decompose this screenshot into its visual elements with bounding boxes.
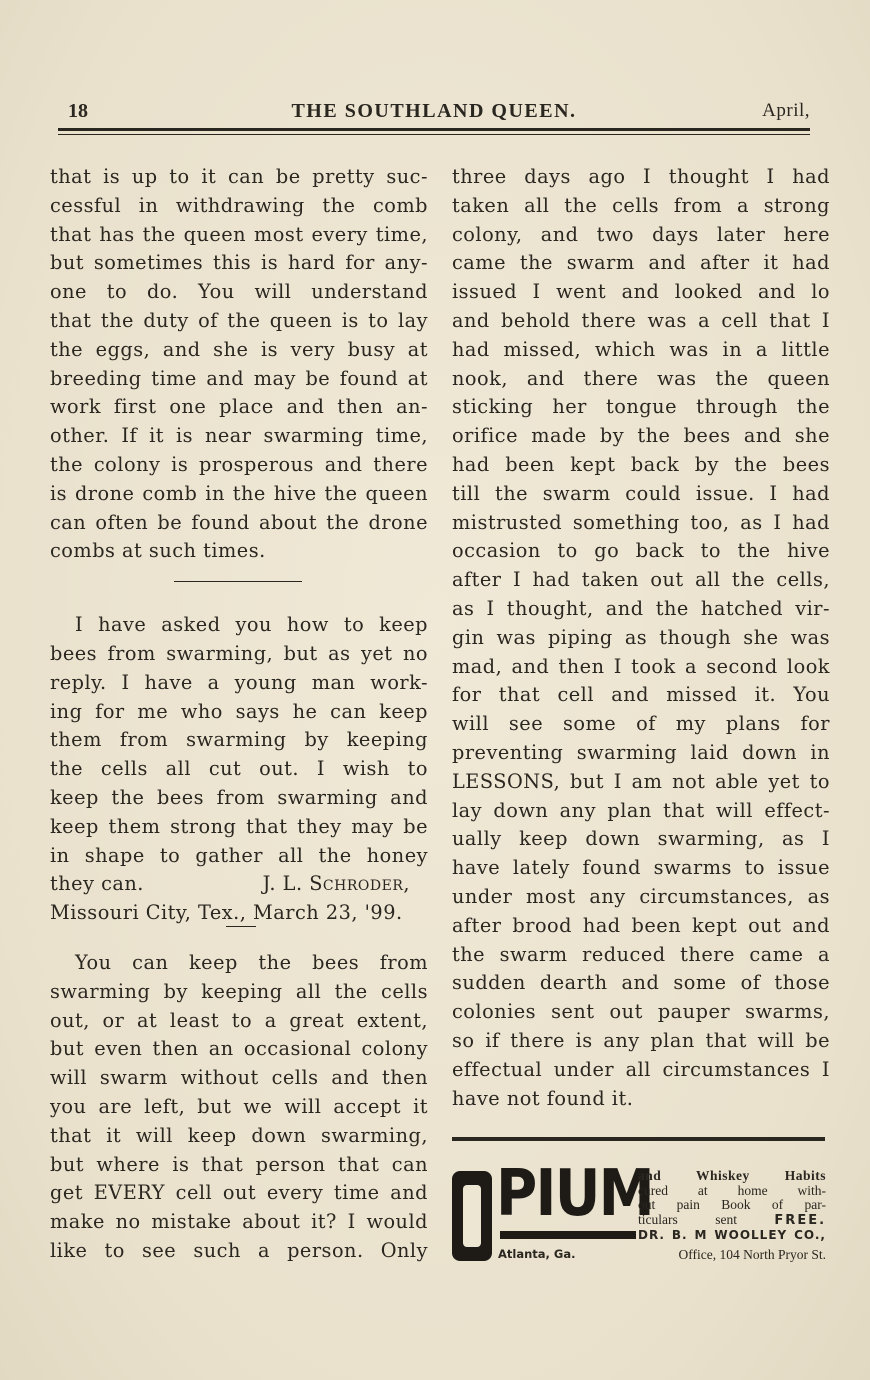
text-line: so if there is any plan that will be (452, 1028, 830, 1052)
journal-title: THE SOUTHLAND QUEEN. (291, 100, 577, 122)
text-line: mistrusted something too, as I had (452, 510, 830, 534)
text-line: lay down any plan that will effect- (452, 798, 830, 822)
ad-line: and Whiskey Habits (638, 1168, 826, 1183)
text-line: work first one place and then an- (50, 395, 428, 419)
signature-line (50, 870, 428, 899)
page-number: 18 (68, 100, 88, 122)
text-line: reply. I have a young man work- (50, 670, 428, 694)
text-line: till the swarm could issue. I had (452, 481, 830, 505)
separator-space (50, 566, 428, 611)
paragraph-3 (50, 949, 428, 1266)
text-line: for that cell and missed it. You (452, 683, 830, 707)
text-line: came the swarm and after it had (452, 251, 830, 275)
opium-advertisement (452, 1157, 827, 1265)
text-line: have lately found swarms to issue (452, 856, 830, 880)
section-divider (174, 581, 302, 582)
header-rule-thick (58, 128, 810, 131)
text-line: gin was piping as though she was (452, 625, 830, 649)
ad-copy (638, 1169, 826, 1243)
text-line: the eggs, and she is very busy at (50, 337, 428, 361)
text-line: get EVERY cell out every time and (50, 1181, 428, 1205)
text-line: after I had taken out all the cells, (452, 568, 830, 592)
text-line: will swarm without cells and then (50, 1066, 428, 1090)
text-line: that has the queen most every time, (50, 222, 428, 246)
text-line: but sometimes this is hard for any- (50, 251, 428, 275)
ad-black-bar (500, 1231, 636, 1239)
left-column (50, 163, 428, 1266)
paragraph-1 (50, 163, 428, 566)
text-line: will see some of my plans for (452, 712, 830, 736)
section-divider-short (226, 926, 256, 927)
text-line: sticking her tongue through the (452, 395, 830, 419)
text-line: but where is that person that can (50, 1152, 428, 1176)
signature-name: J. L. Schroder, (262, 872, 410, 896)
right-column (452, 163, 830, 1113)
separator-space (50, 928, 428, 949)
text-line: colonies sent out pauper swarms, (452, 1000, 830, 1024)
text-line: out, or at least to a great extent, (50, 1008, 428, 1032)
text-line: had been kept back by the bees (452, 452, 830, 476)
text-line: that the duty of the queen is to lay (50, 308, 428, 332)
ad-line: cured at home with- (638, 1182, 826, 1198)
text-line: after brood had been kept out and (452, 913, 830, 937)
text-line: one to do. You will understand (50, 280, 428, 304)
text-line: LESSONS, but I am not able yet to (452, 769, 830, 793)
ad-city: Atlanta, Ga. (498, 1247, 576, 1261)
text-line: ually keep down swarming, as I (452, 827, 830, 851)
text-line: preventing swarming laid down in (452, 740, 830, 764)
text-line: under most any circumstances, as (452, 884, 830, 908)
text-line: three days ago I thought I had (452, 165, 830, 188)
text-line: you are left, but we will accept it (50, 1094, 428, 1118)
text-line: mad, and then I took a second look (452, 654, 830, 678)
running-header (58, 100, 810, 126)
text-line: bees from swarming, but as yet no (50, 641, 428, 665)
text-line: breeding time and may be found at (50, 366, 428, 390)
text-line: the colony is prosperous and there (50, 452, 428, 476)
text-line: the cells all cut out. I wish to (50, 757, 428, 781)
text-line: cessful in withdrawing the comb (50, 193, 428, 217)
text-line: them from swarming by keeping (50, 728, 428, 752)
ad-line: out pain Book of par- (638, 1197, 826, 1212)
text-line: occasion to go back to the hive (452, 539, 830, 563)
ad-headline: PIUM (496, 1157, 653, 1231)
ad-line-free (638, 1213, 826, 1229)
text-line: make no mistake about it? I would (50, 1210, 428, 1234)
text-line: is drone comb in the hive the queen (50, 481, 428, 505)
text-line: orifice made by the bees and she (452, 424, 830, 448)
advertisement-rule (452, 1137, 825, 1141)
text-line: but even then an occasional colony (50, 1037, 428, 1061)
issue-month: April, (762, 100, 810, 121)
text-line: nook, and there was the queen (452, 366, 830, 390)
text-line: colony, and two days later here (452, 222, 830, 246)
text-line: have not found it. (452, 1086, 634, 1110)
text-line: swarming by keeping all the cells (50, 979, 428, 1003)
text-line: ing for me who says he can keep (50, 699, 428, 723)
text-line: combs at such times. (50, 539, 266, 563)
text-line: like to see such a person. Only (50, 1238, 428, 1262)
ad-free: FREE. (774, 1212, 827, 1228)
ad-company: DR. B. M WOOLLEY CO., (638, 1228, 826, 1242)
signature-lead: they can. (50, 872, 144, 896)
paragraph-2 (50, 611, 428, 928)
ad-office: Office, 104 North Pryor St. (678, 1247, 826, 1262)
text-line: other. If it is near swarming time, (50, 424, 428, 448)
text-line: can often be found about the drone (50, 510, 428, 534)
header-rule-thin (58, 134, 810, 135)
text-line: effectual under all circumstances I (452, 1057, 830, 1081)
signature-place: Missouri City, Tex., March 23, '99. (50, 901, 403, 925)
text-line: that it will keep down swarming, (50, 1123, 428, 1147)
text-line: keep the bees from swarming and (50, 785, 428, 809)
ad-address (498, 1247, 826, 1263)
text-line: had missed, which was in a little (452, 337, 830, 361)
text-line: I have asked you how to keep (75, 613, 428, 637)
text-line: that is up to it can be pretty suc- (50, 165, 428, 188)
text-line: keep them strong that they may be (50, 814, 428, 838)
text-line: as I thought, and the hatched vir- (452, 596, 830, 620)
text-line: sudden dearth and some of those (452, 971, 830, 995)
text-line: issued I went and looked and lo (452, 280, 830, 304)
text-line: taken all the cells from a strong (452, 193, 830, 217)
large-o-letter (452, 1171, 492, 1261)
text-line: You can keep the bees from (75, 950, 428, 974)
text-line: in shape to gather all the honey (50, 843, 428, 867)
text-line: the swarm reduced there came a (452, 942, 830, 966)
ad-line: ticulars sent (638, 1211, 737, 1227)
text-line: and behold there was a cell that I (452, 308, 830, 332)
